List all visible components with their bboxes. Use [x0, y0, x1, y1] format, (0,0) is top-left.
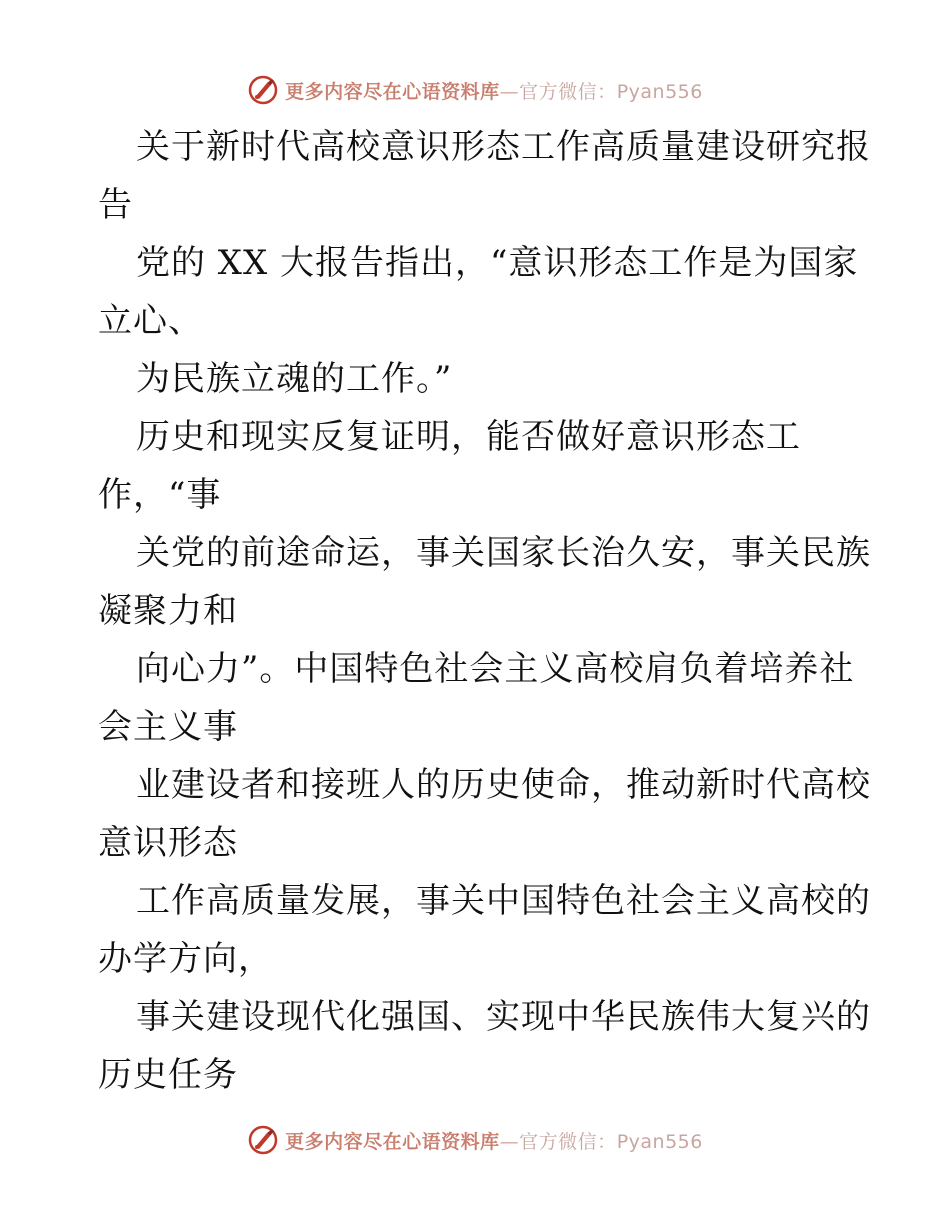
footer-banner [0, 1120, 950, 1160]
brush-logo-icon [247, 74, 279, 106]
text-line: 立心、 [98, 301, 203, 341]
footer-brand-text: 更多内容尽在心语资料库 [285, 1130, 500, 1153]
footer-separator: — [499, 1130, 520, 1153]
text-line: 凝聚力和 [98, 591, 238, 631]
text-line: 关于新时代高校意识形态工作高质量建设研究报 [136, 127, 871, 167]
header-wechat-id: Pyan556 [616, 80, 703, 103]
header-wechat-label: 官方微信： [519, 80, 617, 103]
document-body [98, 118, 871, 1104]
header-brand-text: 更多内容尽在心语资料库 [285, 80, 500, 103]
text-line: 事关建设现代化强国、实现中华民族伟大复兴的 [136, 997, 871, 1037]
header-text [285, 77, 703, 104]
text-line: 意识形态 [98, 823, 238, 863]
text-line: 党的 XX 大报告指出，“意识形态工作是为国家 [136, 243, 859, 283]
text-line: 会主义事 [98, 707, 238, 747]
brush-logo-icon [247, 1124, 279, 1156]
text-line: 历史任务 [98, 1055, 238, 1095]
text-line: 作，“事 [98, 475, 222, 515]
footer-text [285, 1127, 703, 1154]
text-line: 为民族立魂的工作。” [136, 359, 453, 399]
text-line: 办学方向， [98, 939, 273, 979]
text-line: 告 [98, 185, 133, 225]
text-line: 向心力”。中国特色社会主义高校肩负着培养社 [136, 649, 855, 689]
text-line: 关党的前途命运，事关国家长治久安，事关民族 [136, 533, 871, 573]
footer-wechat-label: 官方微信： [519, 1130, 617, 1153]
text-line: 工作高质量发展，事关中国特色社会主义高校的 [136, 881, 871, 921]
text-line: 历史和现实反复证明，能否做好意识形态工 [136, 417, 801, 457]
header-separator: — [499, 80, 520, 103]
header-banner [0, 70, 950, 110]
footer-wechat-id: Pyan556 [616, 1130, 703, 1153]
text-line: 业建设者和接班人的历史使命，推动新时代高校 [136, 765, 871, 805]
